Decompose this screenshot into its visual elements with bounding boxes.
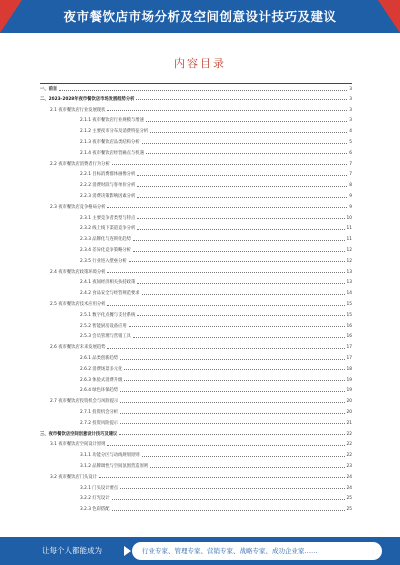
toc-entry-text: 二、2023-2028年夜市餐饮店市场发展趋势分析: [40, 96, 135, 102]
toc-page-number: 6: [349, 150, 352, 156]
toc-entry[interactable]: [40, 213, 352, 221]
toc-entry[interactable]: [40, 267, 352, 275]
toc-entry-text: 2.2 夜市餐饮店消费者行为分析: [50, 161, 110, 167]
toc-page-number: 7: [349, 172, 352, 178]
toc-leader-dots: [112, 499, 345, 500]
toc-entry[interactable]: [40, 364, 352, 372]
toc-page-number: 13: [346, 269, 352, 275]
toc-page-number: 20: [346, 410, 352, 415]
toc-entry-text: 2.4.2 食品安全与经营规范要求: [80, 291, 140, 297]
toc-entry-text: 2.1 夜市餐饮店行业发展现状: [50, 107, 106, 113]
toc-entry[interactable]: [40, 277, 352, 285]
toc-entry-text: 2.3.3 品牌化与连锁化趋势: [80, 237, 131, 243]
toc-entry-text: 3.2.2 灯光设计: [80, 496, 110, 502]
toc-page-number: 25: [346, 496, 352, 502]
toc-page-number: 25: [346, 507, 352, 513]
toc-leader-dots: [112, 164, 348, 165]
toc-page-number: 15: [346, 312, 352, 318]
header-banner: [0, 0, 400, 33]
toc-page-number: 17: [346, 345, 352, 351]
toc-leader-dots: [133, 240, 345, 241]
toc-page-number: 16: [346, 334, 352, 340]
toc-leader-dots: [137, 186, 347, 187]
toc-entry[interactable]: [40, 94, 352, 102]
toc-leader-dots: [99, 477, 345, 478]
toc-entry[interactable]: [40, 353, 352, 361]
toc-page-number: 16: [346, 323, 352, 329]
toc-entry-text: 2.4.1 夜间经济相关扶持政策: [80, 280, 136, 286]
toc-entry-text: 2.7.1 投资机会分析: [80, 410, 119, 415]
toc-entry[interactable]: [40, 202, 352, 210]
toc-leader-dots: [142, 294, 345, 295]
toc-entry-text: 2.1.1 夜市餐饮店行业规模与增速: [80, 118, 144, 124]
toc-entry-text: 3.2 夜市餐饮店门头设计: [50, 474, 97, 480]
toc-entry-text: 3.2.3 色彩搭配: [80, 507, 110, 513]
toc-page-number: 3: [349, 107, 352, 113]
toc-entry[interactable]: [40, 115, 352, 123]
toc-page-number: 3: [349, 87, 352, 92]
toc-entry-text: 3.1.1 功能分区与动线规划原则: [80, 453, 140, 459]
toc-page-number: 23: [346, 464, 352, 469]
toc-leader-dots: [120, 488, 344, 489]
toc-entry-text: 2.2.1 目标消费群体画像分析: [80, 172, 136, 178]
toc-page-number: 19: [346, 377, 352, 383]
toc-entry-text: 2.6.3 体验式消费升级: [80, 377, 123, 383]
toc-entry[interactable]: [40, 234, 352, 242]
footer-lead-text: 让每个人都能成为: [42, 546, 102, 555]
toc-leader-dots: [120, 391, 344, 392]
toc-page-number: 8: [349, 183, 352, 189]
toc-entry[interactable]: [40, 375, 352, 383]
toc-entry[interactable]: [40, 342, 352, 350]
toc-leader-dots: [142, 456, 345, 457]
toc-entry-text: 2.6 夜市餐饮店未来发展趋势: [50, 345, 106, 351]
toc-entry[interactable]: [40, 191, 352, 199]
toc-entry-text: 2.3.5 行业进入壁垒分析: [80, 258, 127, 264]
toc-page-number: 22: [346, 431, 352, 437]
toc-leader-dots: [107, 445, 344, 446]
toc-page-number: 12: [346, 248, 352, 253]
toc-leader-dots: [146, 153, 347, 154]
toc-entry-text: 三、夜市餐饮店空间创意设计技巧及建议: [40, 431, 118, 437]
toc-leader-dots: [107, 305, 344, 306]
toc-leader-dots: [137, 229, 344, 230]
toc-entry-text: 3.1.2 品牌调性与空间氛围营造原则: [80, 464, 149, 469]
toc-entry[interactable]: [40, 310, 352, 318]
toc-leader-dots: [59, 90, 347, 91]
toc-leader-dots: [107, 348, 344, 349]
header-left-accent: [0, 0, 22, 33]
toc-entry[interactable]: [40, 331, 352, 339]
header-right-accent: [378, 0, 400, 33]
toc-leader-dots: [119, 434, 344, 435]
toc-leader-dots: [112, 510, 345, 511]
toc-entry-text: 2.5.3 会员管理与营销工具: [80, 334, 131, 340]
toc-leader-dots: [137, 197, 347, 198]
toc-leader-dots: [146, 121, 347, 122]
toc-page-number: 3: [349, 96, 352, 102]
toc-page-number: 5: [349, 140, 352, 145]
toc-page-number: 12: [346, 258, 352, 264]
toc-page-number: 3: [349, 118, 352, 124]
toc-entry[interactable]: [40, 407, 352, 415]
toc-page-number: 10: [346, 215, 352, 221]
toc-heading: 内容目录: [174, 57, 226, 70]
toc-leader-dots: [142, 143, 348, 144]
toc-entry-text: 2.7.2 投资风险提示: [80, 420, 119, 426]
toc-page-number: 21: [346, 420, 352, 426]
toc-entry-text: 2.3.1 主要竞争者类型与特点: [80, 215, 136, 221]
footer-banner: [0, 537, 400, 565]
toc-entry-text: 3.2.1 门头设计要点: [80, 485, 119, 491]
toc-entry-text: 3.1 夜市餐饮店空间设计原则: [50, 442, 106, 448]
toc-leader-dots: [137, 283, 344, 284]
toc-page-number: 9: [349, 194, 352, 199]
toc-leader-dots: [124, 380, 344, 381]
toc-entry-text: 2.5 夜市餐饮店技术应用分析: [50, 302, 106, 307]
toc-entry-text: 2.5.2 智能厨房设备应用: [80, 323, 127, 329]
toc-leader-dots: [137, 175, 347, 176]
toc-page-number: 24: [346, 474, 352, 480]
toc-entry[interactable]: [40, 450, 352, 458]
toc-entry-text: 2.3.2 线上线下渠道竞争分析: [80, 226, 136, 232]
toc-leader-dots: [137, 315, 344, 316]
toc-entry[interactable]: [40, 439, 352, 447]
toc-entry-text: 2.2.3 消费决策影响因素分析: [80, 194, 136, 199]
toc-entry-text: 2.7 夜市餐饮店投资机会与风险提示: [50, 399, 119, 405]
toc-entry[interactable]: [40, 159, 352, 167]
toc-page-number: 20: [346, 399, 352, 405]
toc-entry[interactable]: [40, 148, 352, 156]
toc-page-number: 11: [346, 237, 352, 243]
toc-entry[interactable]: [40, 396, 352, 404]
toc-entry[interactable]: [40, 385, 352, 393]
toc-entry[interactable]: [40, 126, 352, 134]
toc-entry-text: 2.1.4 夜市餐饮店经营痛点与机遇: [80, 150, 144, 156]
play-arrow-icon: [124, 546, 131, 556]
toc-leader-dots: [133, 251, 345, 252]
toc-leader-dots: [137, 218, 344, 219]
toc-page-number: 9: [349, 204, 352, 210]
toc-entry[interactable]: [40, 483, 352, 491]
toc-page-number: 18: [346, 366, 352, 372]
table-of-contents: [40, 83, 352, 523]
toc-page-number: 24: [346, 485, 352, 491]
toc-entry[interactable]: [40, 461, 352, 469]
toc-leader-dots: [124, 369, 344, 370]
toc-entry[interactable]: [40, 472, 352, 480]
toc-entry[interactable]: [40, 256, 352, 264]
toc-leader-dots: [107, 272, 344, 273]
toc-leader-dots: [136, 99, 347, 100]
toc-leader-dots: [150, 467, 344, 468]
toc-entry[interactable]: [40, 504, 352, 512]
toc-leader-dots: [129, 261, 345, 262]
toc-entry-text: 2.3 夜市餐饮店竞争格局分析: [50, 204, 106, 210]
toc-leader-dots: [150, 132, 347, 133]
toc-leader-dots: [107, 207, 347, 208]
toc-leader-dots: [120, 423, 344, 424]
toc-entry[interactable]: [40, 321, 352, 329]
toc-entry-text: 2.3.4 差异化竞争策略分析: [80, 248, 131, 253]
footer-slogan: 行业专家、管理专家、营销专家、战略专家、成功企业家……: [132, 542, 382, 560]
toc-page-number: 15: [346, 302, 352, 307]
toc-entry[interactable]: [40, 105, 352, 113]
toc-entry[interactable]: [40, 137, 352, 145]
toc-leader-dots: [129, 326, 345, 327]
toc-entry[interactable]: [40, 493, 352, 501]
toc-page-number: 19: [346, 388, 352, 394]
toc-page-number: 7: [349, 161, 352, 167]
toc-entry[interactable]: [40, 418, 352, 426]
toc-entry-text: 2.1.2 主要夜市分布及消费特征分析: [80, 129, 149, 135]
toc-leader-dots: [120, 359, 344, 360]
toc-entry-text: 2.5.1 数字化点餐与支付系统: [80, 312, 136, 318]
toc-entry-text: 2.6.4 绿色环保趋势: [80, 388, 119, 394]
toc-page-number: 22: [346, 442, 352, 448]
toc-entry[interactable]: [40, 83, 352, 92]
toc-entry-text: 2.6.2 消费场景多元化: [80, 366, 123, 372]
toc-page-number: 14: [346, 291, 352, 297]
toc-leader-dots: [120, 402, 344, 403]
toc-entry-text: 2.6.1 品类创新趋势: [80, 356, 119, 361]
toc-entry-text: 2.4 夜市餐饮店政策环境分析: [50, 269, 106, 275]
toc-entry-text: 一、前言: [40, 87, 58, 92]
toc-entry[interactable]: [40, 288, 352, 296]
toc-entry[interactable]: [40, 299, 352, 307]
toc-page-number: 4: [349, 129, 352, 135]
toc-page-number: 13: [346, 280, 352, 286]
toc-entry[interactable]: [40, 169, 352, 177]
toc-entry[interactable]: [40, 180, 352, 188]
toc-page-number: 22: [346, 453, 352, 459]
toc-page-number: 11: [346, 226, 352, 232]
toc-leader-dots: [120, 413, 344, 414]
document-title: 夜市餐饮店市场分析及空间创意设计技巧及建议: [63, 9, 337, 24]
toc-entry-text: 2.1.3 夜市餐饮店品类结构分析: [80, 140, 140, 145]
toc-leader-dots: [107, 110, 347, 111]
toc-page-number: 17: [346, 356, 352, 361]
toc-entry[interactable]: [40, 429, 352, 437]
toc-leader-dots: [133, 337, 345, 338]
toc-entry[interactable]: [40, 223, 352, 231]
toc-entry[interactable]: [40, 245, 352, 253]
toc-entry-text: 2.2.2 消费时段与客单价分析: [80, 183, 136, 189]
